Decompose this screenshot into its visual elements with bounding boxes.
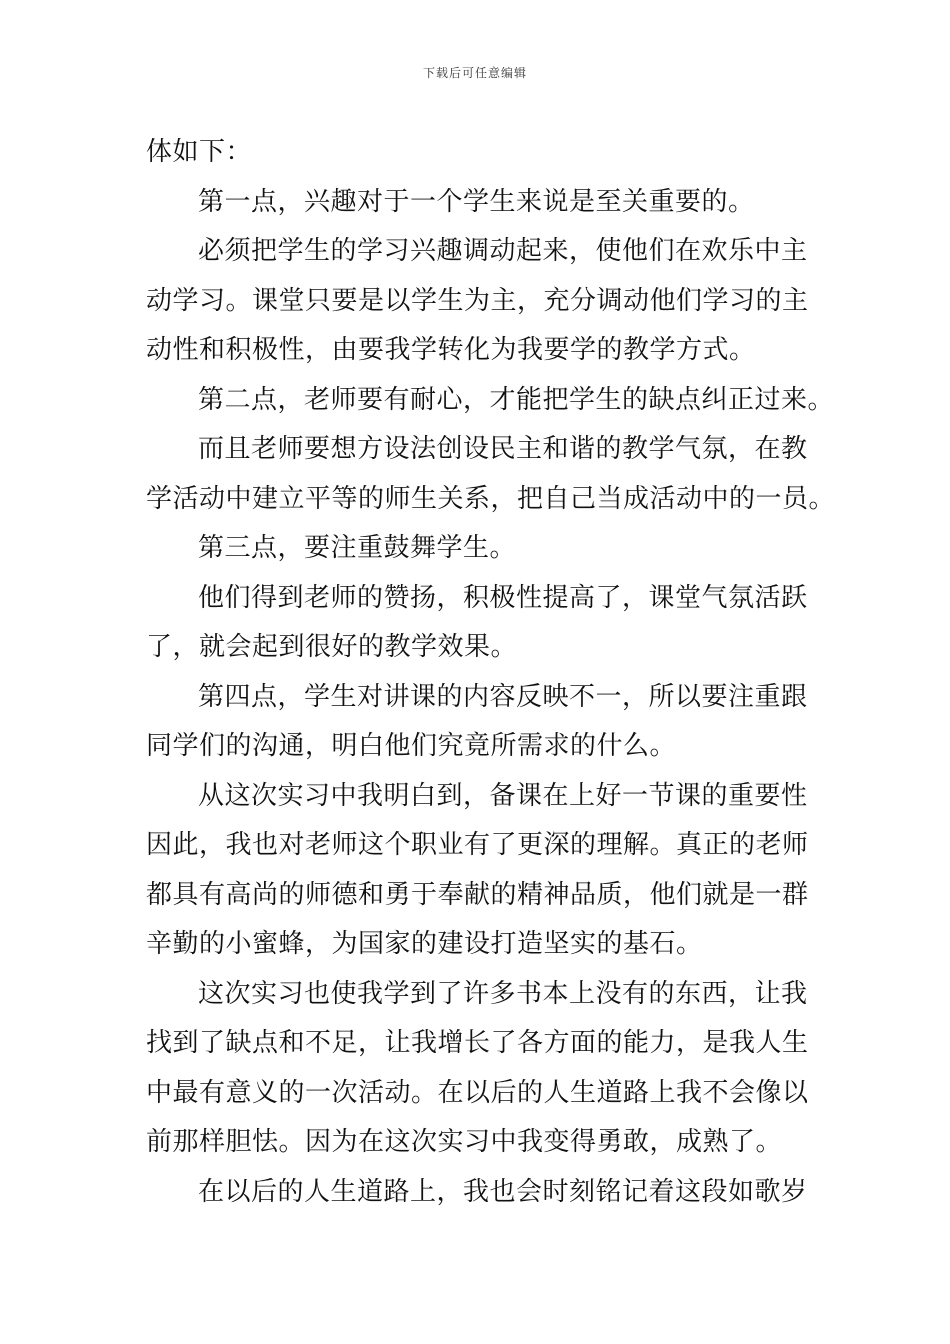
text-line-13: 同学们的沟通，明白他们究竟所需求的什么。: [146, 731, 677, 761]
text-line-4: 动学习。课堂只要是以学生为主，充分调动他们学习的主: [146, 285, 809, 316]
document-body: [146, 128, 836, 1217]
text-line-5: 动性和积极性，由要我学转化为我要学的教学方式。: [146, 335, 756, 365]
text-line-18: 这次实习也使我学到了许多书本上没有的东西，让我: [198, 978, 808, 1009]
text-line-6: 第二点，老师要有耐心，才能把学生的缺点纠正过来。: [198, 384, 835, 415]
text-line-3: 必须把学生的学习兴趣调动起来，使他们在欢乐中主: [198, 236, 808, 266]
text-line-22: 在以后的人生道路上，我也会时刻铭记着这段如歌岁: [198, 1176, 808, 1207]
text-line-14: 从这次实习中我明白到，备课在上好一节课的重要性: [198, 780, 808, 811]
text-line-21: 前那样胆怯。因为在这次实习中我变得勇敢，成熟了。: [146, 1127, 783, 1157]
text-line-15: 因此，我也对老师这个职业有了更深的理解。真正的老师: [146, 830, 809, 860]
text-line-20: 中最有意义的一次活动。在以后的人生道路上我不会像以: [146, 1077, 809, 1108]
text-line-19: 找到了缺点和不足，让我增长了各方面的能力，是我人生: [146, 1028, 809, 1058]
text-line-1: 体如下：: [146, 137, 253, 167]
text-line-16: 都具有高尚的师德和勇于奉献的精神品质，他们就是一群: [146, 879, 809, 910]
text-line-9: 第三点，要注重鼓舞学生。: [198, 533, 517, 563]
text-line-12: 第四点，学生对讲课的内容反映不一，所以要注重跟: [198, 681, 808, 712]
page-header: 下载后可任意编辑: [422, 66, 527, 80]
text-line-2: 第一点，兴趣对于一个学生来说是至关重要的。: [198, 186, 755, 217]
text-line-10: 他们得到老师的赞扬，积极性提高了，课堂气氛活跃: [198, 582, 808, 613]
text-line-7: 而且老师要想方设法创设民主和谐的教学气氛，在教: [198, 434, 808, 464]
text-line-8: 学活动中建立平等的师生关系，把自己当成活动中的一员。: [146, 483, 836, 514]
text-line-11: 了，就会起到很好的教学效果。: [146, 632, 518, 662]
text-line-17: 辛勤的小蜜蜂，为国家的建设打造坚实的基石。: [146, 929, 703, 959]
